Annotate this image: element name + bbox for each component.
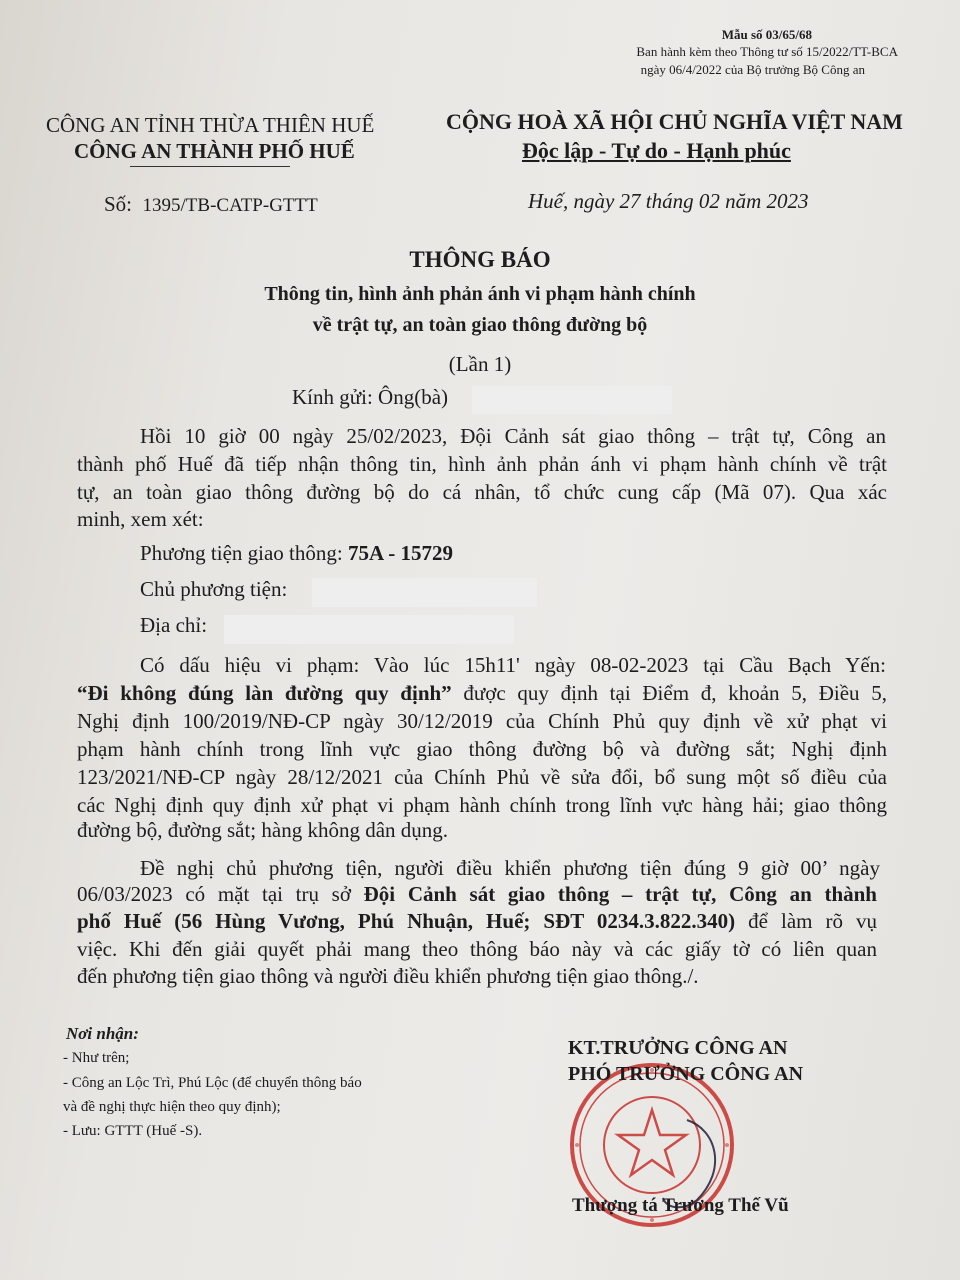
request-line-5: đến phương tiện giao thông và người điều khiển phương tiện giao thông./.	[77, 964, 699, 988]
signer-title-1: KT.TRƯỞNG CÔNG AN	[568, 1037, 788, 1059]
recipients-item: - Công an Lộc Trì, Phú Lộc (để chuyển thông báo	[63, 1075, 362, 1091]
violation-line-6: các Nghị định quy định xử phạt vi phạm hành chính trong lĩnh vực hàng hải; giao thông	[77, 793, 887, 817]
intro-line-3: tự, an toàn giao thông đường bộ do cá nhân, tổ chức cung cấp (Mã 07). Qua xác	[77, 480, 887, 504]
document-number	[104, 192, 318, 217]
address-line	[140, 613, 207, 638]
agency-underline	[130, 166, 290, 167]
redacted-address	[224, 615, 514, 644]
intro-line-2: thành phố Huế đã tiếp nhận thông tin, hình ảnh phản ánh vi phạm hành chính về trật	[77, 452, 887, 476]
request-address: phố Huế (56 Hùng Vương, Phú Nhuận, Huế; SĐT 0234.3.822.340)	[77, 909, 736, 933]
violation-line-2-rest: được quy định tại Điểm đ, khoản 5, Điều 5,	[451, 681, 887, 705]
violation-line-3: Nghị định 100/2019/NĐ-CP ngày 30/12/2019 của Chính Phủ quy định về xử phạt vi	[77, 709, 887, 733]
signer-title-2: PHÓ TRƯỞNG CÔNG AN	[568, 1063, 804, 1085]
recipient-line	[292, 385, 448, 410]
request-line-2	[77, 882, 877, 907]
violation-line-4: phạm hành chính trong lĩnh vực giao thông đường bộ và đường sắt; Nghị định	[77, 737, 887, 761]
request-office: Đội Cảnh sát giao thông – trật tự, Công an thành	[363, 882, 877, 906]
request-line-2-start: 06/03/2023 có mặt tại trụ sở	[77, 882, 364, 906]
agency-name: CÔNG AN THÀNH PHỐ HUẾ	[74, 139, 355, 163]
owner-label: Chủ phương tiện:	[140, 577, 288, 601]
agency-parent: CÔNG AN TỈNH THỪA THIÊN HUẾ	[46, 113, 375, 137]
form-number: Mẫu số 03/65/68	[721, 27, 812, 42]
form-reference-line-2: ngày 06/4/2022 của Bộ trưởng Bộ Công an	[640, 62, 865, 77]
request-line-3-rest: để làm rõ vụ	[735, 909, 877, 933]
document-subtitle-2: về trật tự, an toàn giao thông đường bộ	[312, 314, 648, 336]
document-number-label: Số:	[104, 192, 133, 216]
request-line-3	[77, 909, 877, 934]
violation-line-7: đường bộ, đường sắt; hàng không dân dụng.	[77, 818, 449, 842]
recipients-item: - Lưu: GTTT (Huế -S).	[63, 1123, 203, 1139]
violation-line-5: 123/2021/NĐ-CP ngày 28/12/2021 của Chính Phủ về sửa đổi, bổ sung một số điều của	[77, 765, 887, 789]
document-title: THÔNG BÁO	[409, 247, 551, 272]
signer-name: Thượng tá Trương Thế Vũ	[572, 1195, 789, 1216]
nation-title: CỘNG HOÀ XÃ HỘI CHỦ NGHĨA VIỆT NAM	[446, 109, 903, 134]
recipients-item: và đề nghị thực hiện theo quy định);	[63, 1099, 281, 1115]
violation-line-2	[77, 681, 887, 706]
address-label: Địa chỉ:	[140, 613, 208, 637]
intro-line-1: Hồi 10 giờ 00 ngày 25/02/2023, Đội Cảnh sát giao thông – trật tự, Công an	[140, 424, 886, 448]
violation-name: “Đi không đúng làn đường quy định”	[77, 681, 452, 705]
document-subtitle-1: Thông tin, hình ảnh phản ánh vi phạm hành chính	[264, 283, 696, 305]
recipient-label: Kính gửi: Ông(bà)	[292, 385, 449, 409]
document-date: Huế, ngày 27 tháng 02 năm 2023	[528, 189, 809, 213]
vehicle-line	[140, 541, 453, 566]
redacted-owner-name	[312, 578, 537, 607]
recipients-item: - Như trên;	[63, 1050, 130, 1066]
owner-line	[140, 577, 287, 602]
document-number-value: 1395/TB-CATP-GTTT	[142, 195, 318, 216]
request-line-4: việc. Khi đến giải quyết phải mang theo thông báo này và các giấy tờ có liên quan	[77, 937, 877, 961]
vehicle-plate: 75A - 15729	[347, 541, 453, 565]
national-motto: Độc lập - Tự do - Hạnh phúc	[522, 138, 791, 163]
request-line-1: Đề nghị chủ phương tiện, người điều khiển phương tiện đúng 9 giờ 00’ ngày	[140, 856, 880, 880]
notice-round: (Lần 1)	[448, 352, 512, 376]
intro-line-4: minh, xem xét:	[77, 507, 204, 531]
vehicle-label: Phương tiện giao thông:	[140, 541, 343, 565]
form-reference-line-1: Ban hành kèm theo Thông tư số 15/2022/TT-BCA	[636, 44, 898, 59]
violation-line-1: Có dấu hiệu vi phạm: Vào lúc 15h11' ngày 08-02-2023 tại Cầu Bạch Yến:	[140, 653, 886, 677]
redacted-recipient-name	[472, 386, 672, 414]
recipients-title: Nơi nhận:	[66, 1024, 139, 1043]
